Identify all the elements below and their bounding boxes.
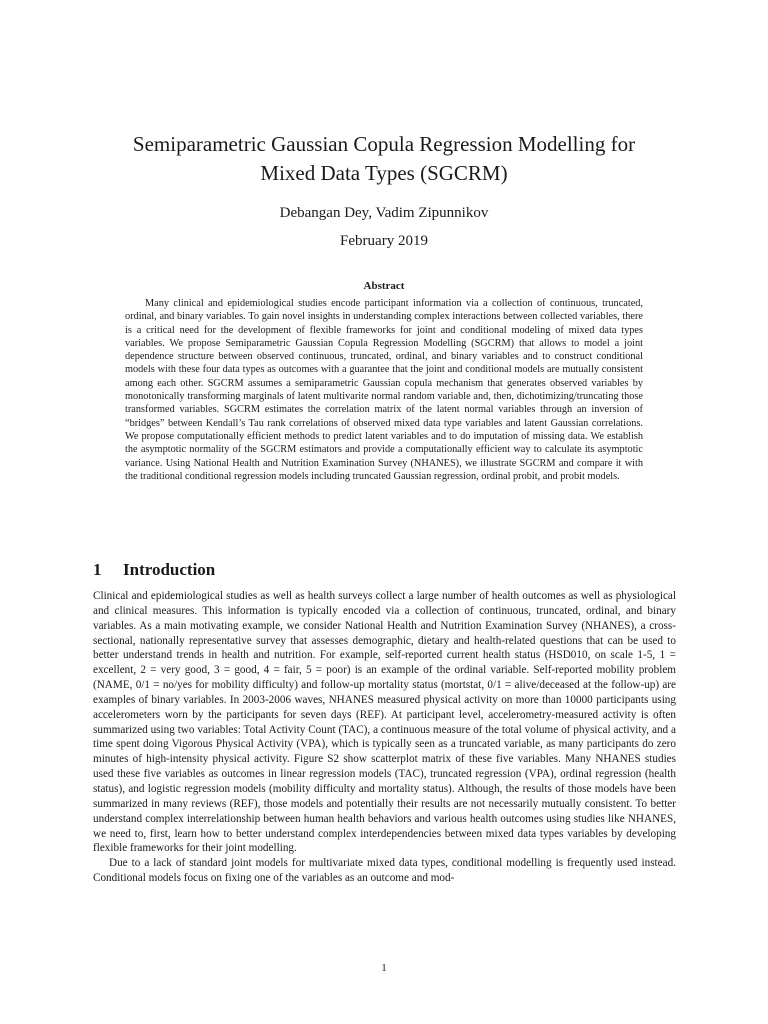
introduction-body (93, 589, 676, 886)
section-number: 1 (93, 560, 102, 579)
paper-title-line-2: Mixed Data Types (SGCRM) (260, 161, 508, 185)
paper-date: February 2019 (340, 233, 428, 249)
section-heading-introduction (93, 560, 215, 580)
introduction-paragraph-2: Due to a lack of standard joint models for multivariate mixed data types, conditional modelling is frequently used instead. Conditional models focus on fixing one of the variables as an outcome and mod- (93, 857, 676, 885)
abstract-text: Many clinical and epidemiological studies encode participant information via a collection of continuous, truncated, ordinal, and binary variables. To gain novel insights in understanding complex interactions between collected variables, there is a critical need for the development of flexible frameworks for joint and conditional modeling of mixed data types variables. We propose Semiparametric Gaussian Copula Regression Modelling (SGCRM) that allows to model a joint dependence structure between observed continuous, truncated, ordinal, and binary variables and to construct conditional models with these four data types as outcomes with a guarantee that the joint and conditional models are mutually consistent among each other. SGCRM assumes a semiparametric Gaussian copula mechanism that generates observed variables by monotonically transforming marginals of latent multivarite normal random variable and, then, dichotimizing/truncating those transformed variables. SGCRM estimates the correlation matrix of the latent normal variables through an inversion of “bridges” between Kendall’s Tau rank correlations of observed mixed data type variables and latent Gaussian correlations. We propose computationally efficient methods to predict latent variables and to do imputation of missing data. We establish the asymptotic normality of the SGCRM estimators and provide a computationally efficient way to calculate its asymptotic variance. Using National Health and Nutrition Examination Survey (NHANES), we illustrate SGCRM and compare it with the traditional conditional regression models including truncated Gaussian regression, ordinal probit, and probit models. (125, 298, 643, 482)
abstract-heading: Abstract (363, 280, 405, 292)
paper-authors: Debangan Dey, Vadim Zipunnikov (279, 205, 489, 221)
page-number: 1 (381, 962, 387, 974)
introduction-paragraph-1: Clinical and epidemiological studies as well as health surveys collect a large number of health outcomes as well as physiological and clinical measures. This information is typically encoded via a collection of continuous, truncated, ordinal, and binary variables. As a main motivating example, we consider National Health and Nutrition Examination Survey (NHANES), a cross-sectional, nationally representative survey that assesses demographic, dietary and health-related questions that can be used to better understand trends in health and nutrition. For example, self-reported current health status (HSD010, on scale 1-5, 1 = excellent, 2 = very good, 3 = good, 4 = fair, 5 = poor) is an example of the ordinal variable. Self-reported mobility problem (NAME, 0/1 = no/yes for mobility difficulty) and follow-up mortality status (mortstat, 0/1 = alive/deceased at the follow-up) are examples of binary variables. In 2003-2006 waves, NHANES measured physical activity on more than 10000 participants using accelerometers worn by the participants for seven days (REF). At participant level, accelerometry-measured activity is often summarized using two variables: Total Activity Count (TAC), a continuous measure of the total volume of physical activity, and a time spent doing Vigorous Physical Activity (VPA), which is typically seen as a truncated variable, as many participants do zero minutes of high-intensity physical activity. Figure S2 show scatterplot matrix of these five variables. Many NHANES studies used these five variables as outcomes in linear regression models (TAC), truncated regression (VPA), ordinal regression (health status), and logistic regression models (mobility difficulty and mortality status). Although, the results of those models have been summarized in many reviews (REF), those models and potentially their results are not necessarily mutually consistent. To better understand complex interrelationship between human health behaviors and various health outcomes using studies like NHANES, we need to, first, learn how to better understand complex interdependencies between mixed data types variables by developing flexible frameworks for their joint modelling. (93, 590, 676, 855)
paper-title (84, 130, 684, 188)
paper-title-line-1: Semiparametric Gaussian Copula Regression Modelling for (132, 132, 636, 156)
section-title: Introduction (123, 560, 216, 579)
